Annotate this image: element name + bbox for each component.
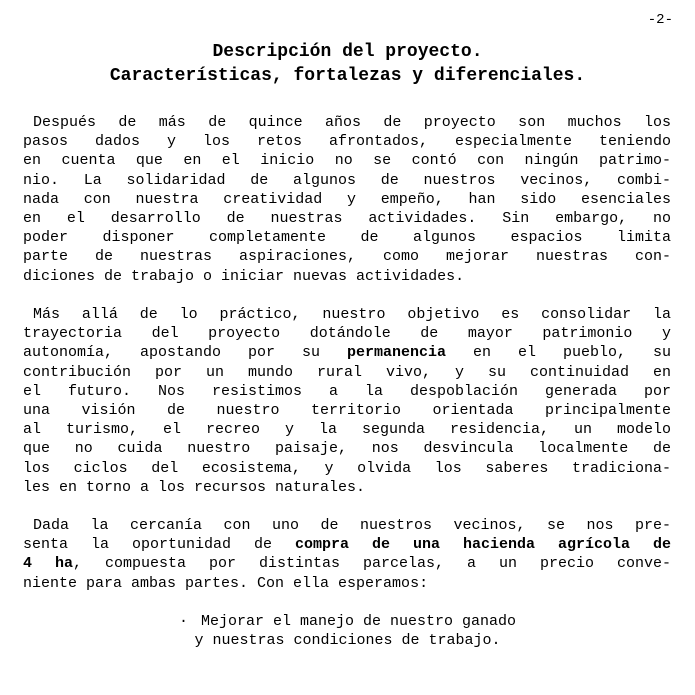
paragraph-3-text: , compuesta por distintas parcelas, a un precio conve- xyxy=(73,555,671,573)
paragraph-2-line: que no cuida nuestro paisaje, nos desvincula localmente de xyxy=(23,440,671,458)
paragraph-2-line: trayectoria del proyecto dotándole de mayor patrimonio y xyxy=(23,325,671,343)
title-line-2: Características, fortalezas y diferenciales. xyxy=(109,66,586,86)
document-title xyxy=(0,40,695,88)
paragraph-2-text: autonomía, apostando por su xyxy=(23,344,347,362)
paragraph-3-line xyxy=(23,535,671,554)
paragraph-1-line: diciones de trabajo o iniciar nuevas actividades. xyxy=(23,267,465,285)
paragraph-1-line: en el desarrollo de nuestras actividades. Sin embargo, no xyxy=(23,209,671,227)
paragraph-2-line: al turismo, el recreo y la segunda residencia, un modelo xyxy=(23,421,671,439)
bold-4-ha: 4 ha xyxy=(23,555,73,573)
paragraph-1-line: poder disponer completamente de algunos espacios limita xyxy=(23,229,671,247)
paragraph-2-line: les en torno a los recursos naturales. xyxy=(23,478,366,496)
paragraph-1-line: nio. La solidaridad de algunos de nuestros vecinos, combi- xyxy=(23,171,671,189)
paragraph-2-line: contribución por un mundo rural vivo, y su continuidad en xyxy=(23,363,671,381)
paragraph-3-line: Dada la cercanía con uno de nuestros vecinos, se nos pre- xyxy=(33,517,671,534)
title-line-1: Descripción del proyecto. xyxy=(212,42,483,62)
paragraph-2-line: los ciclos del ecosistema, y olvida los saberes tradiciona- xyxy=(23,459,671,477)
paragraph-3-line xyxy=(23,554,671,573)
bold-compra-hacienda: compra de una hacienda agrícola de xyxy=(295,536,671,554)
bullet-item xyxy=(0,612,695,631)
paragraph-1 xyxy=(23,113,671,286)
paragraph-1-line: pasos dados y los retos afrontados, especialmente teniendo xyxy=(23,133,671,151)
paragraph-1-line: Después de más de quince años de proyecto son muchos los xyxy=(33,114,671,131)
paragraph-1-line: nada con nuestra creatividad y empeño, han sido esenciales xyxy=(23,190,671,208)
paragraph-2-line: el futuro. Nos resistimos a la despoblación generada por xyxy=(23,382,671,400)
bullet-list xyxy=(0,612,695,650)
paragraph-2-line: Más allá de lo práctico, nuestro objetivo es consolidar la xyxy=(33,306,671,323)
bullet-text-line-2: y nuestras condiciones de trabajo. xyxy=(194,632,501,650)
paragraph-2 xyxy=(23,305,671,497)
paragraph-3 xyxy=(23,516,671,593)
paragraph-2-line: una visión de nuestro territorio orientada principalmente xyxy=(23,401,671,419)
paragraph-3-line: niente para ambas partes. Con ella esperamos: xyxy=(23,574,429,592)
paragraph-2-text: en el pueblo, su xyxy=(446,344,671,362)
bullet-item-continuation xyxy=(0,631,695,650)
page-number: -2- xyxy=(647,12,673,28)
paragraph-1-line: parte de nuestras aspiraciones, como mejorar nuestras con- xyxy=(23,248,671,266)
paragraph-2-line xyxy=(23,343,671,362)
paragraph-1-line: en cuenta que en el inicio no se contó con ningún patrimo- xyxy=(23,152,671,170)
bullet-mark: · xyxy=(178,613,188,630)
bold-permanencia: permanencia xyxy=(347,344,447,362)
paragraph-3-text: senta la oportunidad de xyxy=(23,536,295,554)
bullet-text-line-1: Mejorar el manejo de nuestro ganado xyxy=(200,613,517,630)
